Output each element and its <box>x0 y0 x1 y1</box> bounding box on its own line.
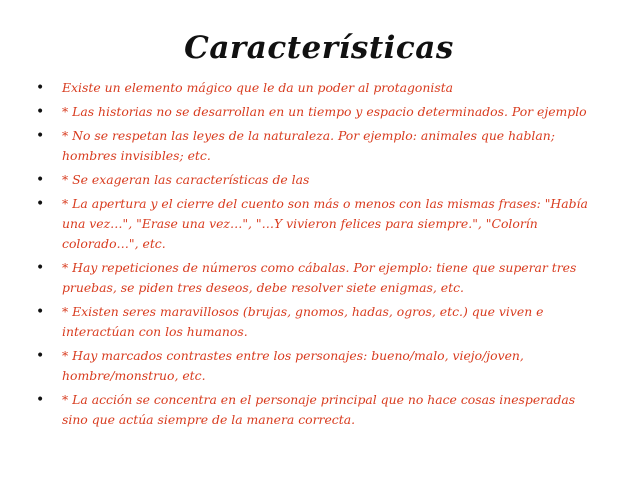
slide-title: Características <box>184 30 454 66</box>
bullet-item <box>36 102 604 122</box>
bullet-item <box>36 126 604 166</box>
bullet-item <box>36 258 604 298</box>
bullet-text: * No se respetan las leyes de la naturaleza. Por ejemplo: animales que hablan; hombres invisibles; etc. <box>62 128 555 163</box>
bullet-text: Existe un elemento mágico que le da un poder al protagonista <box>62 80 454 95</box>
bullet-text: * Hay marcados contrastes entre los personajes: bueno/malo, viejo/joven, hombre/monstruo, etc. <box>62 348 524 383</box>
bullet-item <box>36 302 604 342</box>
bullet-dot-icon: • <box>36 104 45 120</box>
bullet-item <box>36 346 604 386</box>
bullet-dot-icon: • <box>36 128 45 144</box>
bullet-item <box>36 390 604 430</box>
bullet-dot-icon: • <box>36 304 45 320</box>
bullet-dot-icon: • <box>36 348 45 364</box>
bullet-dot-icon: • <box>36 392 45 408</box>
bullet-list <box>36 78 604 434</box>
bullet-item <box>36 194 604 254</box>
bullet-dot-icon: • <box>36 196 45 212</box>
bullet-dot-icon: • <box>36 260 45 276</box>
bullet-item <box>36 170 604 190</box>
bullet-dot-icon: • <box>36 80 45 96</box>
bullet-text: * Las historias no se desarrollan en un tiempo y espacio determinados. Por ejemplo <box>62 104 587 119</box>
bullet-text: * La acción se concentra en el personaje principal que no hace cosas inesperadas sino que actúa siempre de la manera correcta. <box>62 392 576 427</box>
bullet-dot-icon: • <box>36 172 45 188</box>
bullet-item <box>36 78 604 98</box>
bullet-text: * Existen seres maravillosos (brujas, gnomos, hadas, ogros, etc.) que viven e interactúan con los humanos. <box>62 304 544 339</box>
bullet-text: * La apertura y el cierre del cuento son más o menos con las mismas frases: "Había una vez…", "Erase una vez…", "…Y vivieron felices para siempre.", "Colorín colorado…", etc. <box>62 196 588 251</box>
bullet-text: * Hay repeticiones de números como cábalas. Por ejemplo: tiene que superar tres pruebas, se piden tres deseos, debe resolver siete enigmas, etc. <box>62 260 577 295</box>
bullet-text: * Se exageran las características de las <box>62 172 310 187</box>
